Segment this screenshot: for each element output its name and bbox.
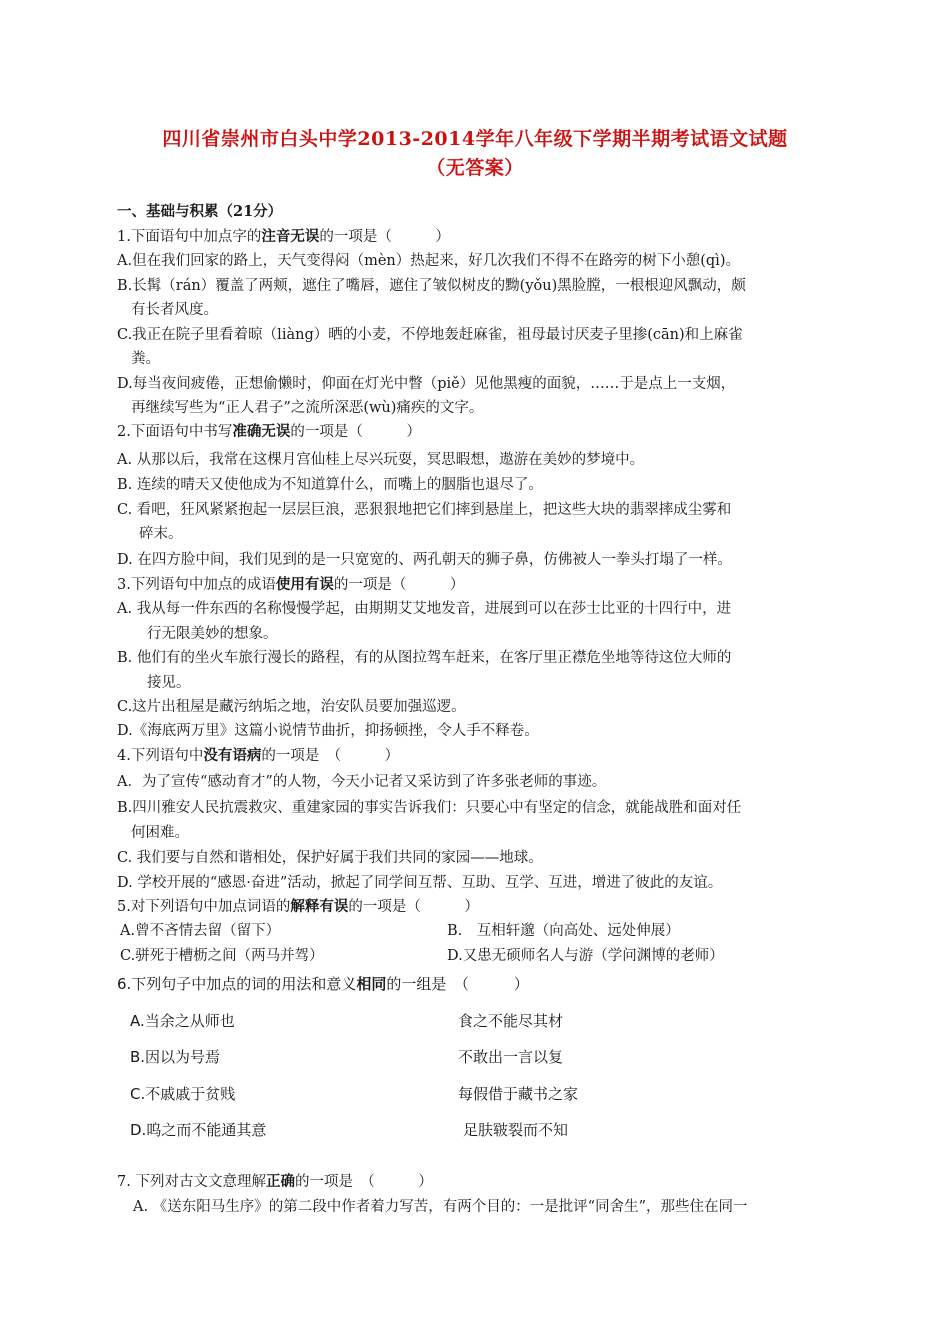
question-4-option-b: B.四川雅安人民抗震救灾、重建家园的事实告诉我们：只要心中有坚定的信念，就能战胜和面对任	[117, 800, 742, 816]
question-2-option-b: B. 连续的晴天又使他成为不知道算什么，而嘴上的胭脂也退尽了。	[117, 477, 543, 493]
question-1-option-b-cont: 有长者风度。	[131, 302, 218, 318]
section-heading: 一、基础与积累（21分）	[117, 203, 283, 220]
question-3-option-b-cont: 接见。	[147, 675, 191, 691]
stem-text: 的一项是（ ）	[290, 424, 421, 440]
question-5-option-d: D.又患无硕师名人与游（学问渊博的老师）	[447, 948, 724, 964]
question-2-option-c: C. 看吧，狂风紧紧抱起一层层巨浪，恶狠狠地把它们摔到悬崖上，把这些大块的翡翠摔成尘雾和	[117, 502, 732, 518]
stem-text: 6.下列句子中加点的词的用法和意义	[117, 975, 357, 993]
question-1-option-a: A.但在我们回家的路上，天气变得闷（mèn）热起来，好几次我们不得不在路旁的树下小憩(qì)。	[117, 253, 740, 269]
question-4-option-d: D. 学校开展的“感恩·奋进”活动，掀起了同学间互帮、互助、互学、互进，增进了彼此的友谊。	[117, 875, 723, 891]
question-1-option-d: D.每当夜间疲倦，正想偷懒时，仰面在灯光中瞥（piě）见他黑瘦的面貌，……于是点上一支烟，	[117, 376, 736, 392]
question-6-option-d-right: 足肤皲裂而不知	[463, 1121, 569, 1139]
stem-emphasis: 解释有误	[290, 898, 349, 915]
question-2-option-d: D. 在四方脸中间，我们见到的是一只宽宽的、两孔朝天的狮子鼻，仿佛被人一拳头打塌了一样。	[117, 552, 732, 568]
stem-emphasis: 正确	[265, 1173, 295, 1190]
question-2-option-a: A. 从那以后，我常在这棵月宫仙桂上尽兴玩耍，冥思暇想，遨游在美妙的梦境中。	[117, 452, 645, 468]
question-5-stem	[117, 897, 479, 917]
stem-emphasis: 注音无误	[261, 228, 320, 245]
question-5-option-a: A.曾不吝情去留（留下）	[120, 923, 281, 939]
question-3-option-d: D.《海底两万里》这篇小说情节曲折，抑扬顿挫，令人手不释卷。	[117, 723, 539, 739]
question-2-stem	[117, 422, 421, 442]
question-3-option-b: B. 他们有的坐火车旅行漫长的路程，有的从图拉驾车赶来，在客厅里正襟危坐地等待这位大师的	[117, 650, 732, 666]
stem-emphasis: 使用有误	[275, 576, 334, 593]
question-5-option-b: B. 互相轩邈（向高处、远处伸展）	[447, 923, 680, 939]
question-3-option-c: C.这片出租屋是藏污纳垢之地，治安队员要加强巡逻。	[117, 699, 466, 715]
stem-text: 4.下列语句中	[117, 748, 204, 764]
question-6-stem	[117, 974, 529, 994]
question-4-option-b-cont: 何困难。	[131, 825, 189, 841]
stem-text: 的一项是（ ）	[319, 229, 450, 245]
stem-emphasis: 相同	[356, 975, 387, 993]
stem-text: 1.下面语句中加点字的	[117, 229, 262, 245]
question-7-stem	[117, 1172, 433, 1192]
question-4-stem	[117, 746, 399, 766]
question-2-option-c-cont: 碎末。	[139, 526, 183, 542]
question-6-option-b-right: 不敢出一言以复	[458, 1048, 564, 1066]
stem-text: 5.对下列语句中加点词语的	[117, 899, 291, 915]
stem-text: 3.下列语句中加点的成语	[117, 577, 276, 593]
stem-text: 的一项是（ ）	[348, 899, 479, 915]
question-3-option-a: A. 我从每一件东西的名称慢慢学起，由期期艾艾地发音，进展到可以在莎士比亚的十四行中，进	[117, 601, 732, 617]
question-6-option-d-left: D.呜之而不能通其意	[130, 1121, 267, 1139]
question-6-option-c-right: 每假借于藏书之家	[458, 1085, 579, 1103]
stem-text: 的一项是 （ ）	[294, 1174, 433, 1190]
exam-subtitle: （无答案）	[426, 157, 524, 179]
question-1-option-c: C.我正在院子里看着晾（liàng）晒的小麦，不停地轰赶麻雀，祖母最讨厌麦子里掺(cān)和上麻雀	[117, 327, 743, 343]
question-6-option-a-left: A.当余之从师也	[130, 1012, 235, 1030]
question-1-option-b: B.长髯（rán）覆盖了两颊，遮住了嘴唇，遮住了皱似树皮的黝(yǒu)黑脸膛，一根根迎风飘动，颇	[117, 278, 746, 294]
question-3-option-a-cont: 行无限美妙的想象。	[147, 626, 278, 642]
stem-emphasis: 准确无误	[232, 423, 291, 440]
question-1-option-d-cont: 再继续写些为“正人君子”之流所深恶(wù)痛疾的文字。	[131, 400, 484, 416]
question-6-option-a-right: 食之不能尽其材	[458, 1012, 564, 1030]
stem-text: 的一项是 （ ）	[261, 748, 400, 764]
exam-title: 四川省崇州市白头中学2013-2014学年八年级下学期半期考试语文试题	[162, 128, 788, 150]
stem-text: 的一组是 （ ）	[386, 975, 529, 993]
question-4-option-a: A．为了宣传“感动育才”的人物，今天小记者又采访到了许多张老师的事迹。	[117, 774, 607, 790]
question-1-stem	[117, 227, 450, 247]
stem-text: 2.下面语句中书写	[117, 424, 233, 440]
question-4-option-c: C. 我们要与自然和谐相处，保护好属于我们共同的家园——地球。	[117, 850, 543, 866]
question-6-option-b-left: B.因以为号焉	[130, 1048, 221, 1066]
question-1-option-c-cont: 粪。	[131, 351, 160, 367]
stem-text: 7. 下列对古文文意理解	[117, 1174, 266, 1190]
stem-text: 的一项是（ ）	[333, 577, 465, 593]
question-3-stem	[117, 575, 464, 595]
stem-emphasis: 没有语病	[203, 747, 262, 764]
question-5-option-c: C.骈死于槽枥之间（两马并驾）	[120, 948, 324, 964]
question-6-option-c-left: C.不戚戚于贫贱	[130, 1085, 236, 1103]
question-7-option-a: A. 《送东阳马生序》的第二段中作者着力写苦，有两个目的：一是批评“同舍生”，那些住在同一	[133, 1199, 748, 1215]
